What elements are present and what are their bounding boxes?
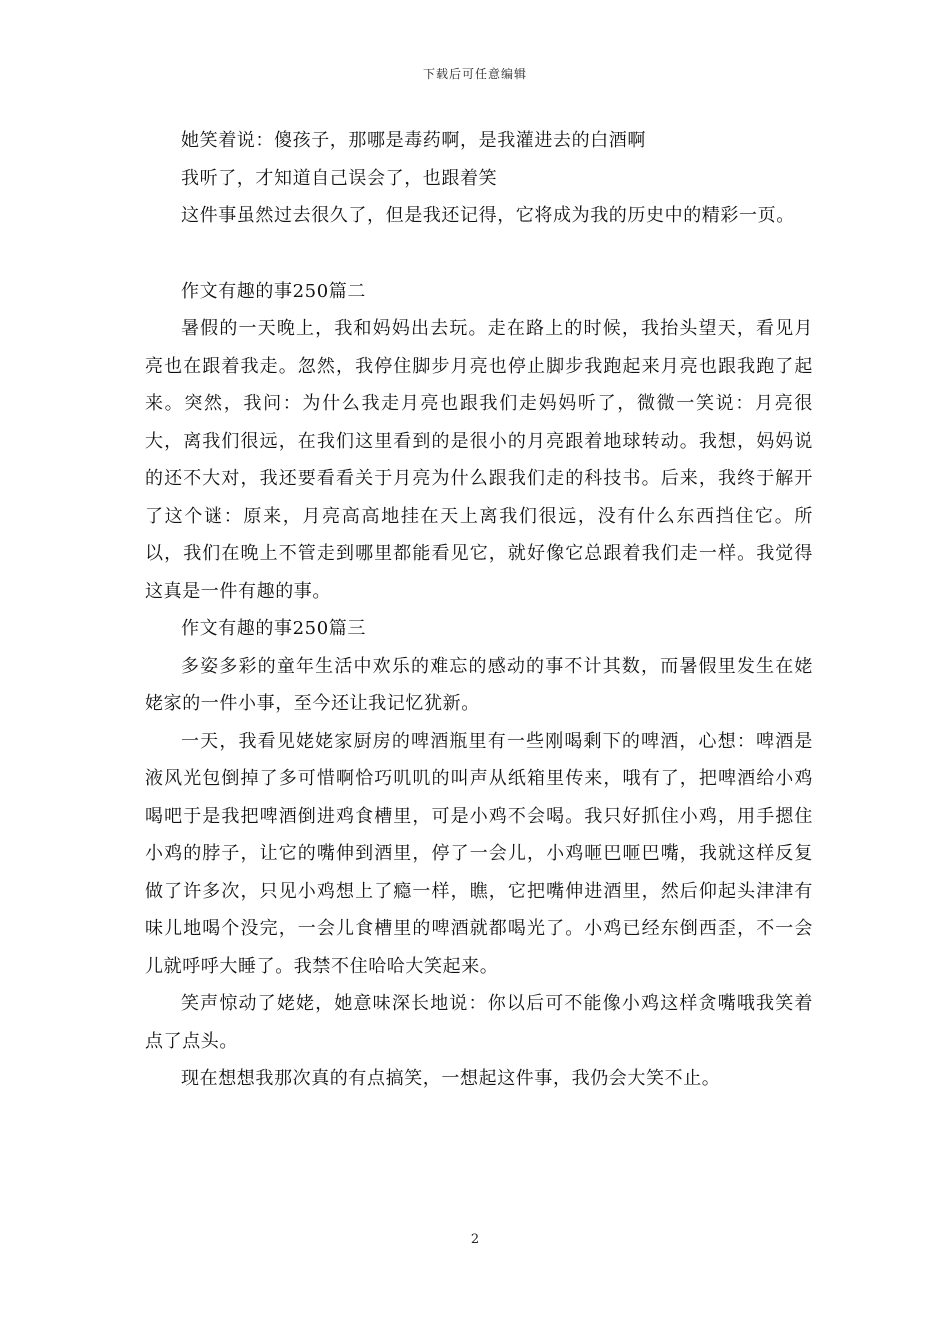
page-header: 下载后可任意编辑 (422, 67, 527, 81)
blank-line (145, 235, 813, 273)
paragraph: 一天，我看见姥姥家厨房的啤酒瓶里有一些刚喝剩下的啤酒，心想：啤酒是液风光包倒掉了多可惜啊恰巧叽叽的叫声从纸箱里传来，哦有了，把啤酒给小鸡喝吧于是我把啤酒倒进鸡食槽里，可是小鸡不会喝。我只好抓住小鸡，用手摁住小鸡的脖子，让它的嘴伸到酒里，停了一会儿，小鸡咂巴咂巴嘴，我就这样反复做了许多次，只见小鸡想上了瘾一样，瞧，它把嘴伸进酒里，然后仰起头津津有味儿地喝个没完，一会儿食槽里的啤酒就都喝光了。小鸡已经东倒西歪，不一会儿就呼呼大睡了。我禁不住哈哈大笑起来。 (145, 730, 813, 977)
page-number: 2 (470, 1232, 480, 1247)
section-heading: 作文有趣的事250篇二 (181, 280, 366, 302)
paragraph: 她笑着说：傻孩子，那哪是毒药啊，是我灌进去的白酒啊 (181, 130, 646, 151)
paragraph: 笑声惊动了姥姥，她意味深长地说：你以后可不能像小鸡这样贪嘴哦我笑着点了点头。 (145, 993, 813, 1052)
document-body (145, 122, 813, 1098)
paragraph: 我听了，才知道自己误会了，也跟着笑 (181, 167, 498, 189)
section-heading: 作文有趣的事250篇三 (181, 618, 366, 639)
paragraph: 暑假的一天晚上，我和妈妈出去玩。走在路上的时候，我抬头望天，看见月亮也在跟着我走。忽然，我停住脚步月亮也停止脚步我跑起来月亮也跟我跑了起来。突然，我问：为什么我走月亮也跟我们走妈妈听了，微微一笑说：月亮很大，离我们很远，在我们这里看到的是很小的月亮跟着地球转动。我想，妈妈说的还不大对，我还要看看关于月亮为什么跟我们走的科技书。后来，我终于解开了这个谜：原来，月亮高高地挂在天上离我们很远，没有什么东西挡住它。所以，我们在晚上不管走到哪里都能看见它，就好像它总跟着我们走一样。我觉得这真是一件有趣的事。 (145, 318, 813, 602)
paragraph: 这件事虽然过去很久了，但是我还记得，它将成为我的历史中的精彩一页。 (181, 205, 795, 226)
paragraph: 现在想想我那次真的有点搞笑，一想起这件事，我仍会大笑不止。 (181, 1068, 721, 1089)
paragraph: 多姿多彩的童年生活中欢乐的难忘的感动的事不计其数，而暑假里发生在姥姥家的一件小事，至今还让我记忆犹新。 (145, 655, 813, 714)
